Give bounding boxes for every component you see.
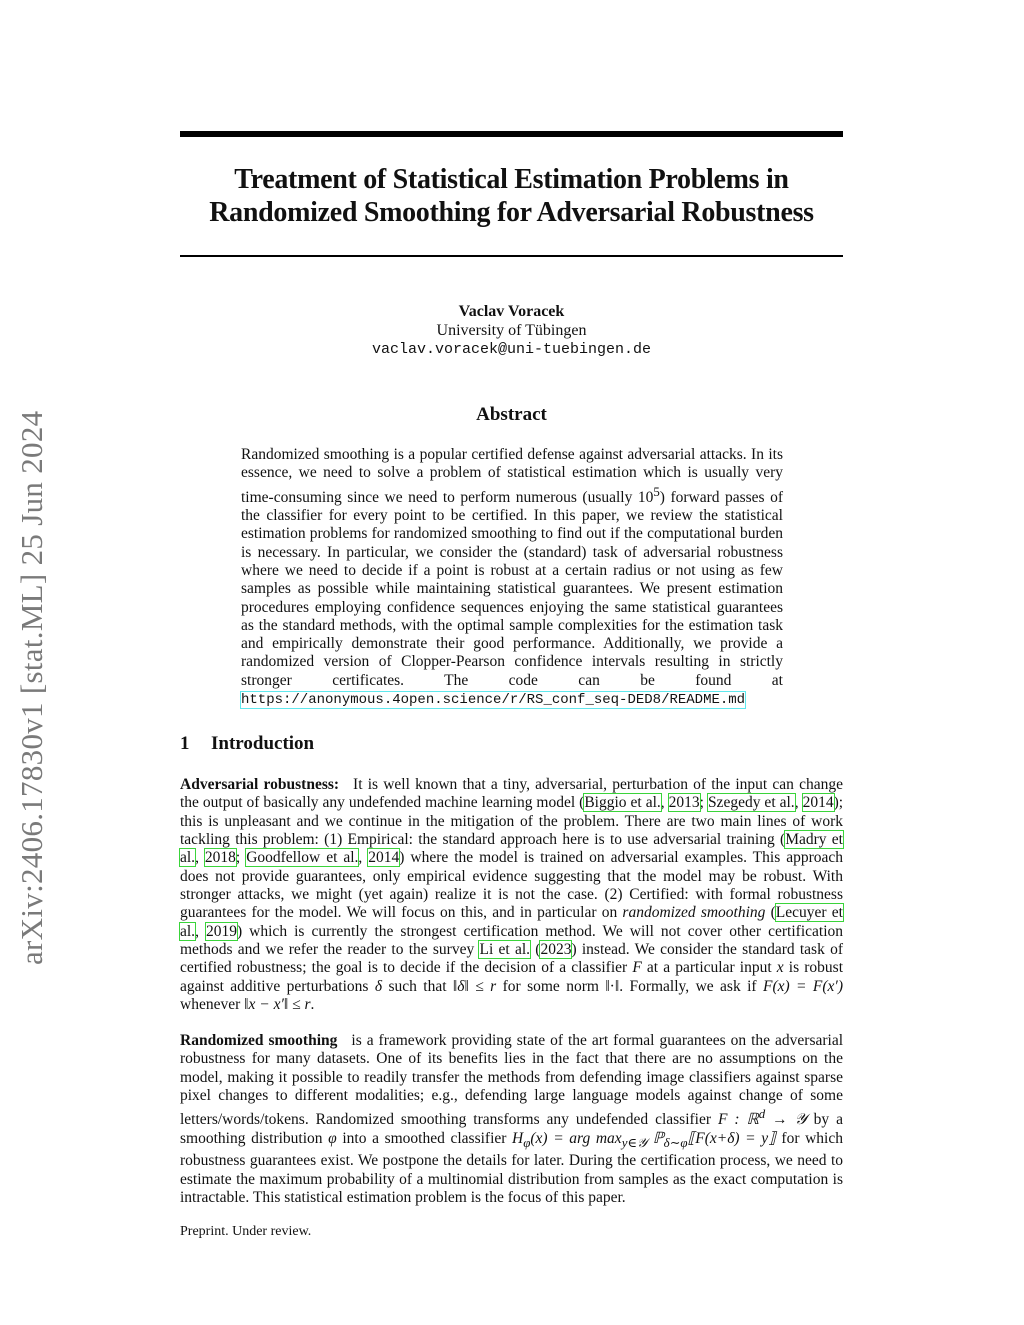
author-affiliation: University of Tübingen [436,322,587,339]
text: is robust against additive perturbations [180,959,844,995]
paper-title [180,163,843,229]
sep: , [195,849,205,867]
section-number: 1 [180,733,190,754]
text: for which robustness guarantees exist. We postpone the details for later. During the certification process, we need to estimate the maximum probability of a multinomial distribution from samples as the exact computation is intractable. This statistical estimation problem is the focus of this paper. [180,1129,843,1206]
section-heading-introduction [180,733,314,755]
title-rule-bottom [180,255,843,257]
code-url-link[interactable]: https://anonymous.4open.science/r/RS_conf_seq-DED8/README.md [241,692,746,709]
sep: , [660,794,669,812]
text: ) instead. We consider the standard task of certified robustness; the goal is to decide if the decision of a classifier [180,941,844,977]
sep: , [794,794,803,812]
text: It is well known that a tiny, adversarial, perturbation of the input can change the output of basically any undefended machine learning model ( [180,776,843,812]
citation-goodfellow-author[interactable]: Goodfellow et al. [246,849,359,867]
sep: , [358,849,369,867]
emphasis: randomized smoothing [622,904,766,922]
sep: ; [235,849,247,867]
footer-note: Preprint. Under review. [180,1224,312,1239]
text: ); this is unpleasant and we continue in the mitigation of the problem. There are two main lines of work tackling this problem: (1) Empirical: the standard approach here is to use adversarial training ( [180,794,844,849]
citation-lecuyer-year[interactable]: 2019 [205,922,237,940]
math: F : ℝ [717,1111,759,1129]
text: ) which is currently the strongest certification method. We will not cover other certification methods and we refer the reader to the survey [180,922,843,959]
citation-szegedy-author[interactable]: Szegedy et al. [707,794,795,812]
section-title: Introduction [211,733,315,754]
text: by a smoothing distribution [180,1111,843,1147]
author-email[interactable]: vaclav.voracek@uni-tuebingen.de [371,341,652,358]
abstract-part-2: ) forward passes of the classifier for every point to be certified. In this paper, we review the statistical estimation problems for randomized smoothing to find out if the computational burden is necessary. In particular, we consider the (standard) task of adversarial robustness where we need to decide if a point is robust at a certain radius or not using as few samples as possible while maintaining statistical guarantees. We present estimation procedures employing confidence sequences enjoying the same statistical guarantees as the standard methods, with the optimal sample complexities for the estimation task and empirically demonstrate their good performance. Additionally, we provide a randomized version of Clopper-Pearson confidence intervals resulting in strictly stronger certificates. The code can be found at [241,488,783,689]
math: ℙ [647,1129,664,1147]
math: F [632,959,642,977]
sep: ( [530,941,541,959]
citation-madry-author[interactable]: Madry et al. [180,831,843,867]
citation-biggio-year[interactable]: 2013 [668,794,700,812]
text: into a smoothed classifier [336,1129,513,1147]
text: whenever [180,996,245,1014]
abstract-heading: Abstract [476,404,547,425]
sep: , [195,922,206,940]
text: is a framework providing state of the art formal guarantees on the adversarial robustness for many datasets. One of its benefits lies in the fact that there are no assumptions on the model, making it possible to readily transfer the methods from defending image classifiers against sparse pixel changes to different modalities; e.g., defending large language models against change of some letters/words/tokens. Randomized smoothing transforms any undefended classifier [180,1032,844,1129]
math: H [512,1129,524,1147]
text: at a particular input [641,959,777,977]
math: → 𝒴 [765,1111,807,1129]
title-line-2: Randomized Smoothing for Adversarial Robustness [209,197,814,228]
citation-biggio-author[interactable]: Biggio et al. [584,794,661,812]
citation-lecuyer-author[interactable]: Lecuyer et al. [180,904,843,940]
text: . Formally, we ask if [619,977,763,995]
sep: ; [699,794,708,812]
title-rule-top [180,131,843,137]
citation-li-year[interactable]: 2023 [540,941,572,959]
citation-goodfellow-year[interactable]: 2014 [368,849,400,867]
math: φ [328,1129,337,1147]
math: F(x) = F(x′) [762,977,843,995]
abstract-part-1: Randomized smoothing is a popular certified defense against adversarial attacks. In its essence, we need to solve a problem of statistical estimation which is usually very time-consuming since we need to perform numerous (usually 10 [241,446,783,506]
citation-madry-year[interactable]: 2018 [204,849,236,867]
math: δ [374,977,383,995]
author-name: Vaclav Voracek [458,303,565,320]
text: such that [382,977,453,995]
paragraph-adversarial-robustness [180,776,843,1014]
text: . [310,996,315,1014]
paragraph-randomized-smoothing [180,1032,843,1207]
math: ‖·‖ [605,977,620,995]
run-in-heading: Adversarial robustness: [180,776,340,793]
text: ( [765,904,776,922]
arxiv-stamp: arXiv:2406.17830v1 [stat.ML] 25 Jun 2024 [14,410,49,965]
abstract-text [241,446,783,709]
run-in-heading: Randomized smoothing [180,1032,338,1049]
text: for some norm [496,977,606,995]
math: (x) = arg max [530,1129,622,1147]
author-block [180,302,843,359]
math-sub: φ [523,1134,531,1150]
math-sup: d [758,1106,766,1122]
math-sub: y∈𝒴 [621,1134,648,1150]
math: ⟦F(x+δ) = y⟧ [687,1129,776,1147]
citation-szegedy-year[interactable]: 2014 [802,794,834,812]
math: ‖x − x′‖ ≤ r [244,996,311,1014]
title-line-1: Treatment of Statistical Estimation Problems in [234,164,789,195]
math-sub: δ∼φ [663,1134,688,1150]
abstract-exponent: 5 [653,483,660,499]
text: ) where the model is trained on adversarial examples. This approach does not provide guarantees, only empirical evidence suggesting that the model may be robust. With stronger attacks, we might (yet again) realize it is not the case. (2) Certified: with formal robustness guarantees for the model. We will focus on this, and in particular on [180,849,843,922]
math: x [776,959,784,977]
math: ‖δ‖ ≤ r [452,977,497,995]
citation-li-author[interactable]: Li et al. [479,941,531,959]
